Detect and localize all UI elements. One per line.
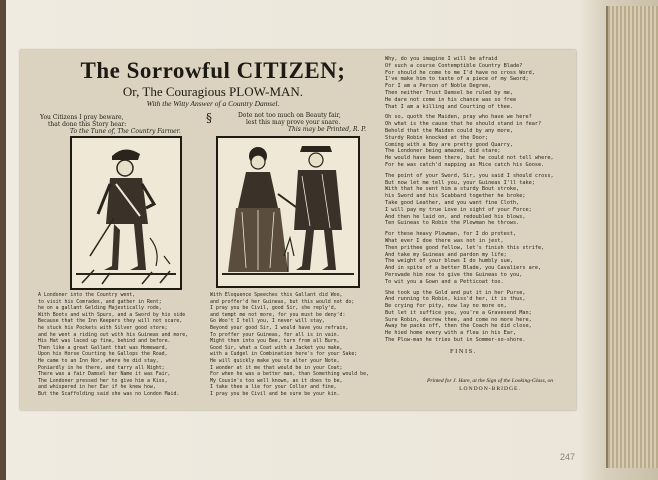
verse-line: With Eloquence Speeches this Gallant did Woo, xyxy=(210,292,343,298)
verse-line: Sure Robin, decrew thee, and come no more here, xyxy=(385,316,532,323)
verse-line: What ever I doe there was not in jest, xyxy=(385,237,504,244)
brace-ornament: § xyxy=(206,111,212,125)
verse-line: He dare not come in his chance was so free xyxy=(385,96,517,103)
broadside-sheet xyxy=(20,50,576,410)
verse-line: I take thee a lie for your Coller and fine, xyxy=(210,384,337,391)
verse-line: and he went a riding out with his Guineas and more, xyxy=(38,331,189,338)
verse-line: Then like a great Gallant that was Homeward, xyxy=(38,344,168,351)
verse-line: To proffer your Guineas, for all is in vain. xyxy=(210,331,340,338)
verse-line: The point of your Sword, Sir, you said I should cross, xyxy=(385,172,554,179)
intro-left xyxy=(40,114,190,135)
verse-line: His Hat was laced up fine, behind and before. xyxy=(38,338,171,345)
verse-line: to visit his Comrades, and gather in Rent; xyxy=(38,298,162,305)
verse-line: But the Scaffolding said she was no London Maid. xyxy=(38,390,180,397)
verse-line: Upon his Horse Courting he Gallops the Road, xyxy=(38,351,168,358)
verse-line: Oh so, quoth the Maiden, pray who have we here? xyxy=(385,114,532,121)
intro-right-line: Dote not too much on Beauty fair, xyxy=(238,112,341,119)
verse-line: Ten Guineas to Robin the Plowman he throws. xyxy=(385,220,520,227)
verse-line: Then prithee good fellow, let's finish this strife, xyxy=(385,244,545,251)
verse-column-middle xyxy=(210,292,390,398)
stanza xyxy=(385,290,575,344)
verse-line: Coming with a Boy are pretty good Quarry, xyxy=(385,141,514,148)
intro-left-line: To the Tune of, The Country Farmer. xyxy=(70,128,181,135)
intro-right xyxy=(238,112,388,133)
printer-line: LONDON-BRIDGE. xyxy=(459,386,521,392)
intro-left-line: You Citizens I pray beware, xyxy=(40,114,124,121)
verse-line: Away he packs off, then the Coach he did close, xyxy=(385,323,532,330)
verse-line: Oh what is the cause that he should stand in fear? xyxy=(385,121,542,128)
verse-line: I will pay my true Love in sight of your Force; xyxy=(385,206,532,213)
intro-right-line: lest this may prove your snare. xyxy=(246,119,341,126)
verse-line: And in spite of a better Blade, you Cavaliers are, xyxy=(385,265,542,272)
verse-line: But let it suffice you, you're a Gravesend Man; xyxy=(385,309,532,316)
printer-imprint xyxy=(405,377,575,393)
verse-line: For he was catch'd napping as Mice catch his Goose. xyxy=(385,161,545,168)
stanza xyxy=(385,56,575,110)
verse-line: I wonder at it me that would be in your Coat; xyxy=(210,364,343,371)
verse-line: Sturdy Robin knocked at the Door; xyxy=(385,134,489,141)
verse-line: he on a gallant Gelding Majestically rode, xyxy=(38,305,162,312)
album-page-number: 247 xyxy=(560,452,576,462)
stanza xyxy=(385,114,575,168)
album-spine xyxy=(606,6,658,468)
verse-line: Might then into you Bee, turn from all Burn, xyxy=(210,338,340,345)
verse-line: Poniardly in he there, and tarry all Night; xyxy=(38,364,165,371)
verse-line: Perswade him now to give the Guineas to you, xyxy=(385,271,523,278)
album-cover-edge xyxy=(0,0,6,480)
verse-column-left xyxy=(38,292,218,398)
verse-line: he stuck his Pockets with Silver good store; xyxy=(38,324,168,331)
verse-line: I pray you be Civil and be sure be your kin. xyxy=(210,390,340,397)
verse-line: There was a fair Damsel her Name it was Fair, xyxy=(38,371,171,378)
verse-column-right xyxy=(385,56,575,348)
verse-line: Take good Leather, and you want fine Cloth, xyxy=(385,199,520,206)
ballad-subtitle: Or, The Couragious PLOW-MAN. xyxy=(122,84,304,99)
intro-left-line: that done this Story hear: xyxy=(48,121,127,128)
verse-line: his Sword and his Scabbard together he broke; xyxy=(385,193,526,200)
verse-line: With that he sent him a sturdy Bout stroke, xyxy=(385,186,520,193)
verse-line: And take my Guineas and pardon my life; xyxy=(385,251,507,258)
verse-line: Beyond your good Sir, I would have you refrain, xyxy=(210,324,349,331)
verse-line: I've make him to taste of a piece of my Sword; xyxy=(385,76,529,83)
verse-line: And running to Robin, kiss'd her, it is thus, xyxy=(385,296,526,303)
verse-line: Good Sir, what a Coat with a Jacket you make, xyxy=(210,344,343,351)
verse-line: I pray you be Civil, good Sir, she reply'd, xyxy=(210,305,337,312)
woodcut-citizen-illustration xyxy=(70,136,182,290)
verse-line: With Boots and with Spurs, and a Sword by his side xyxy=(38,311,186,318)
title-block xyxy=(38,58,388,109)
printer-line: Printed for J. Hare, at the Sign of the Looking-Glass, on xyxy=(426,378,554,384)
verse-line: That I am a killing and Courting of thee. xyxy=(385,103,514,110)
verse-line: Go Woo't I tell you, I never will stay, xyxy=(210,318,325,325)
verse-line: For these heavy Plowman, for I do protest, xyxy=(385,231,517,238)
verse-line: Why, do you imagine I will be afraid xyxy=(385,56,498,62)
verse-line: But now let me tell you, your Guineas I'll take; xyxy=(385,179,535,186)
verse-line: The Londoner pressed her to give him a Kiss, xyxy=(38,377,168,384)
verse-line: Behold that the Maiden could by any more, xyxy=(385,127,514,134)
verse-line: Be crying for pity, now lay no more on, xyxy=(385,303,507,310)
verse-line: For I am a Person of Noble Degree, xyxy=(385,83,492,90)
verse-line: He hied home every with a flea in his Ear, xyxy=(385,330,517,337)
answer-line: With the Witty Answer of a Country Damsel. xyxy=(146,99,280,108)
verse-line: For when he was a better man, than Something would be, xyxy=(210,371,369,378)
verse-line: For should he come to me I'd have no cross Word, xyxy=(385,69,535,76)
verse-line: The Plow-man he tries but in Sommer-so-shore. xyxy=(385,337,526,344)
verse-line: and tempt me not more, for you must be deny'd: xyxy=(210,311,346,318)
verse-line: My Cousin's too well known, as it does to be, xyxy=(210,377,343,384)
verse-line: The Londoner being amazed, did stare; xyxy=(385,148,501,155)
verse-line: And then he laid on, and redoubled his blows, xyxy=(385,213,526,220)
verse-line: and proffer'd her Guineas, but this would not do; xyxy=(210,298,355,305)
verse-line: and whispered in her Ear if he knew how, xyxy=(38,384,156,391)
stanza xyxy=(385,173,575,227)
verse-line: Of such a course Contemptible Country Blade? xyxy=(385,62,523,69)
finis-mark: FINIS. xyxy=(450,348,477,355)
verse-line: He would have been there, but he could not tell where, xyxy=(385,155,554,162)
verse-line: To wit you a Gown and a Petticoat too. xyxy=(385,278,504,285)
ballad-title: The Sorrowful CITIZEN; xyxy=(80,58,346,83)
verse-line: with a Cudgel in Combination here's for your Sake; xyxy=(210,351,358,358)
woodcut-damsel-plowman-illustration xyxy=(216,136,360,288)
verse-line: He will quickly make you to alter your Note, xyxy=(210,357,340,364)
verse-line: Because that the Inn Keepers they will not scare, xyxy=(38,318,183,325)
verse-line: The weight of your blows I do humbly sue, xyxy=(385,258,514,265)
verse-line: Then neither Trust Damsel be ruled by me, xyxy=(385,89,514,96)
verse-line: A Londoner into the Country went, xyxy=(38,292,136,298)
intro-right-line: This may be Printed, R. P. xyxy=(288,126,366,133)
verse-line: He came to an Inn Nor, where he did stay, xyxy=(38,357,159,364)
verse-line: She took up the Gold and put it in her Purse, xyxy=(385,289,526,296)
stanza xyxy=(385,231,575,285)
